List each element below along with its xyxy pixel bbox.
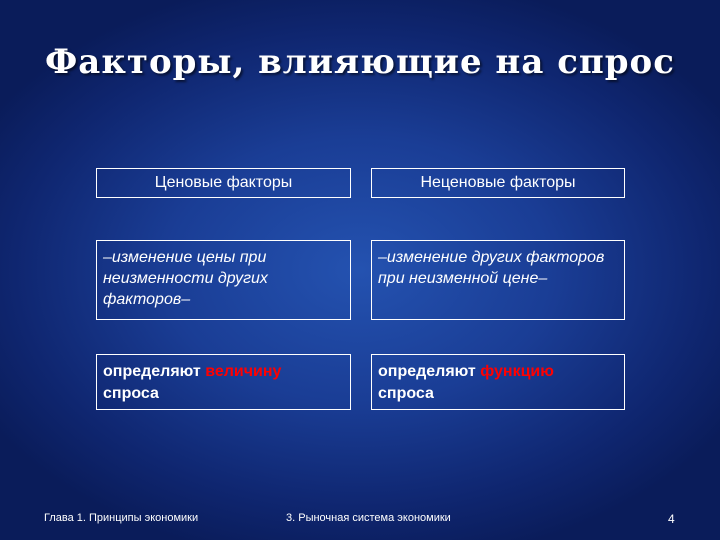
price-factors-result — [96, 354, 351, 410]
result-accent-quantity: величину — [205, 363, 282, 380]
footer-section: 3. Рыночная система экономики — [286, 512, 451, 524]
slide-title: Факторы, влияющие на спрос — [45, 42, 675, 82]
result-accent-function: функцию — [480, 363, 554, 380]
nonprice-factors-description: –изменение других факторов при неизменной цене– — [371, 240, 625, 320]
result-suffix: спроса — [103, 385, 159, 402]
result-prefix: определяют — [103, 363, 206, 380]
result-suffix: спроса — [378, 385, 434, 402]
nonprice-factors-header: Неценовые факторы — [371, 168, 625, 198]
footer-page-number: 4 — [668, 512, 675, 526]
result-prefix: определяют — [378, 363, 481, 380]
footer-chapter: Глава 1. Принципы экономики — [44, 512, 199, 524]
price-factors-description: –изменение цены при неизменности других факторов– — [96, 240, 351, 320]
price-factors-header: Ценовые факторы — [96, 168, 351, 198]
nonprice-factors-result — [371, 354, 625, 410]
